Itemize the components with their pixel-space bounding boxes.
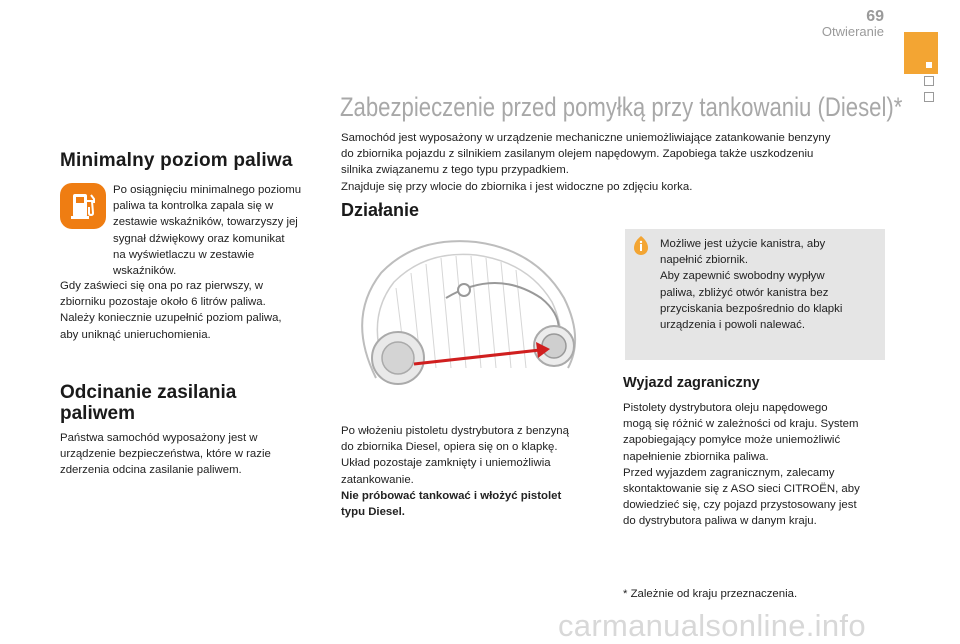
text-line: do dystrybutora paliwa w danym kraju. <box>623 515 817 528</box>
text-line: urządzenie bezpieczeństwa, które w razie <box>60 448 271 461</box>
text-line: Po osiągnięciu minimalnego poziomu <box>113 184 302 196</box>
fuel-cutoff-heading <box>60 382 300 424</box>
heading-line: Odcinanie zasilania <box>60 382 237 403</box>
minimal-fuel-indent-text <box>113 182 318 279</box>
chapter-tab-active[interactable] <box>904 32 938 74</box>
footnote: * Zależnie od kraju przeznaczenia. <box>623 588 798 600</box>
text-line: do zbiornika pojazdu z silnikiem zasilanym olejem napędowym. Zapobiega także uszkodzeniu <box>341 148 814 161</box>
watermark: carmanualsonline.info <box>558 608 866 643</box>
warning-line: typu Diesel. <box>341 506 405 519</box>
info-icon <box>633 236 649 261</box>
fuel-pump-icon <box>60 183 106 229</box>
fuel-cutoff-body <box>60 430 300 479</box>
text-line: silnika związanemu z tego typu przypadkiem. <box>341 164 569 177</box>
text-line: Znajduje się przy wlocie do zbiornika i jest widoczne po zdjęciu korka. <box>341 180 693 193</box>
text-line: Przed wyjazdem zagranicznym, zalecamy <box>623 466 835 479</box>
fuel-flap-illustration <box>336 228 596 408</box>
operation-heading: Działanie <box>341 200 420 220</box>
text-line: Państwa samochód wyposażony jest w <box>60 432 258 444</box>
heading-line: paliwem <box>60 403 135 424</box>
info-box-text <box>660 236 875 333</box>
chapter-tab[interactable] <box>924 92 934 102</box>
text-line: wskaźników. <box>113 265 177 278</box>
text-line: zestawie wskaźników, towarzyszy jej <box>113 216 298 229</box>
text-line: do zbiornika Diesel, opiera się on o klapkę. <box>341 441 558 454</box>
section-title: Otwieranie <box>821 24 884 39</box>
text-line: Układ pozostaje zamknięty i uniemożliwia <box>341 457 551 470</box>
chapter-tab[interactable] <box>924 76 934 86</box>
text-line: dowiedzieć się, czy pojazd przystosowany jest <box>623 499 857 512</box>
text-line: Gdy zaświeci się ona po raz pierwszy, w <box>60 280 263 292</box>
text-line: napełnienie zbiornika paliwa. <box>623 450 769 463</box>
warning-line: Nie próbować tankować i włożyć pistolet <box>341 489 562 502</box>
text-line: mogą się różnić w zależności od kraju. System <box>623 418 859 431</box>
text-line: zbiorniku pozostaje około 6 litrów paliwa. <box>60 296 266 309</box>
text-line: zapobiegający pomyłce może uniemożliwić <box>623 434 841 447</box>
text-line: zatankowanie. <box>341 473 414 486</box>
text-line: Aby zapewnić swobodny wypływ <box>660 270 825 283</box>
text-line: urządzenia i powoli nalewać. <box>660 319 805 332</box>
text-line: paliwa, zbliżyć otwór kanistra bez <box>660 286 829 299</box>
text-line: zderzenia odcina zasilanie paliwem. <box>60 464 242 477</box>
text-line: Należy koniecznie uzupełnić poziom paliwa, <box>60 312 282 325</box>
text-line: Możliwe jest użycie kanistra, aby <box>660 238 826 250</box>
text-line: przyciskania bezpośrednio do klapki <box>660 302 843 315</box>
text-line: Samochód jest wyposażony w urządzenie mechaniczne uniemożliwiające zatankowanie benzyny <box>341 132 831 144</box>
text-line: sygnał dźwiękowy oraz komunikat <box>113 232 285 245</box>
text-line: na wyświetlaczu w zestawie <box>113 248 255 261</box>
abroad-text <box>623 400 888 530</box>
minimal-fuel-body <box>60 278 318 343</box>
misfuel-intro <box>341 130 886 195</box>
page-title: Zabezpieczenie przed pomyłką przy tankowaniu (Diesel)* <box>340 92 903 122</box>
minimal-fuel-heading: Minimalny poziom paliwa <box>60 150 293 171</box>
abroad-heading: Wyjazd zagraniczny <box>623 375 760 391</box>
text-line: Po włożeniu pistoletu dystrybutora z benzyną <box>341 425 569 437</box>
text-line: Pistolety dystrybutora oleju napędowego <box>623 402 828 414</box>
text-line: skontaktowanie się z ASO sieci CITROËN, aby <box>623 483 860 496</box>
page-number: 69 <box>866 8 884 25</box>
text-line: napełnić zbiornik. <box>660 254 749 267</box>
text-line: paliwa ta kontrolka zapala się w <box>113 200 274 213</box>
text-line: aby uniknąć unieruchomienia. <box>60 328 211 341</box>
operation-text <box>341 423 603 520</box>
